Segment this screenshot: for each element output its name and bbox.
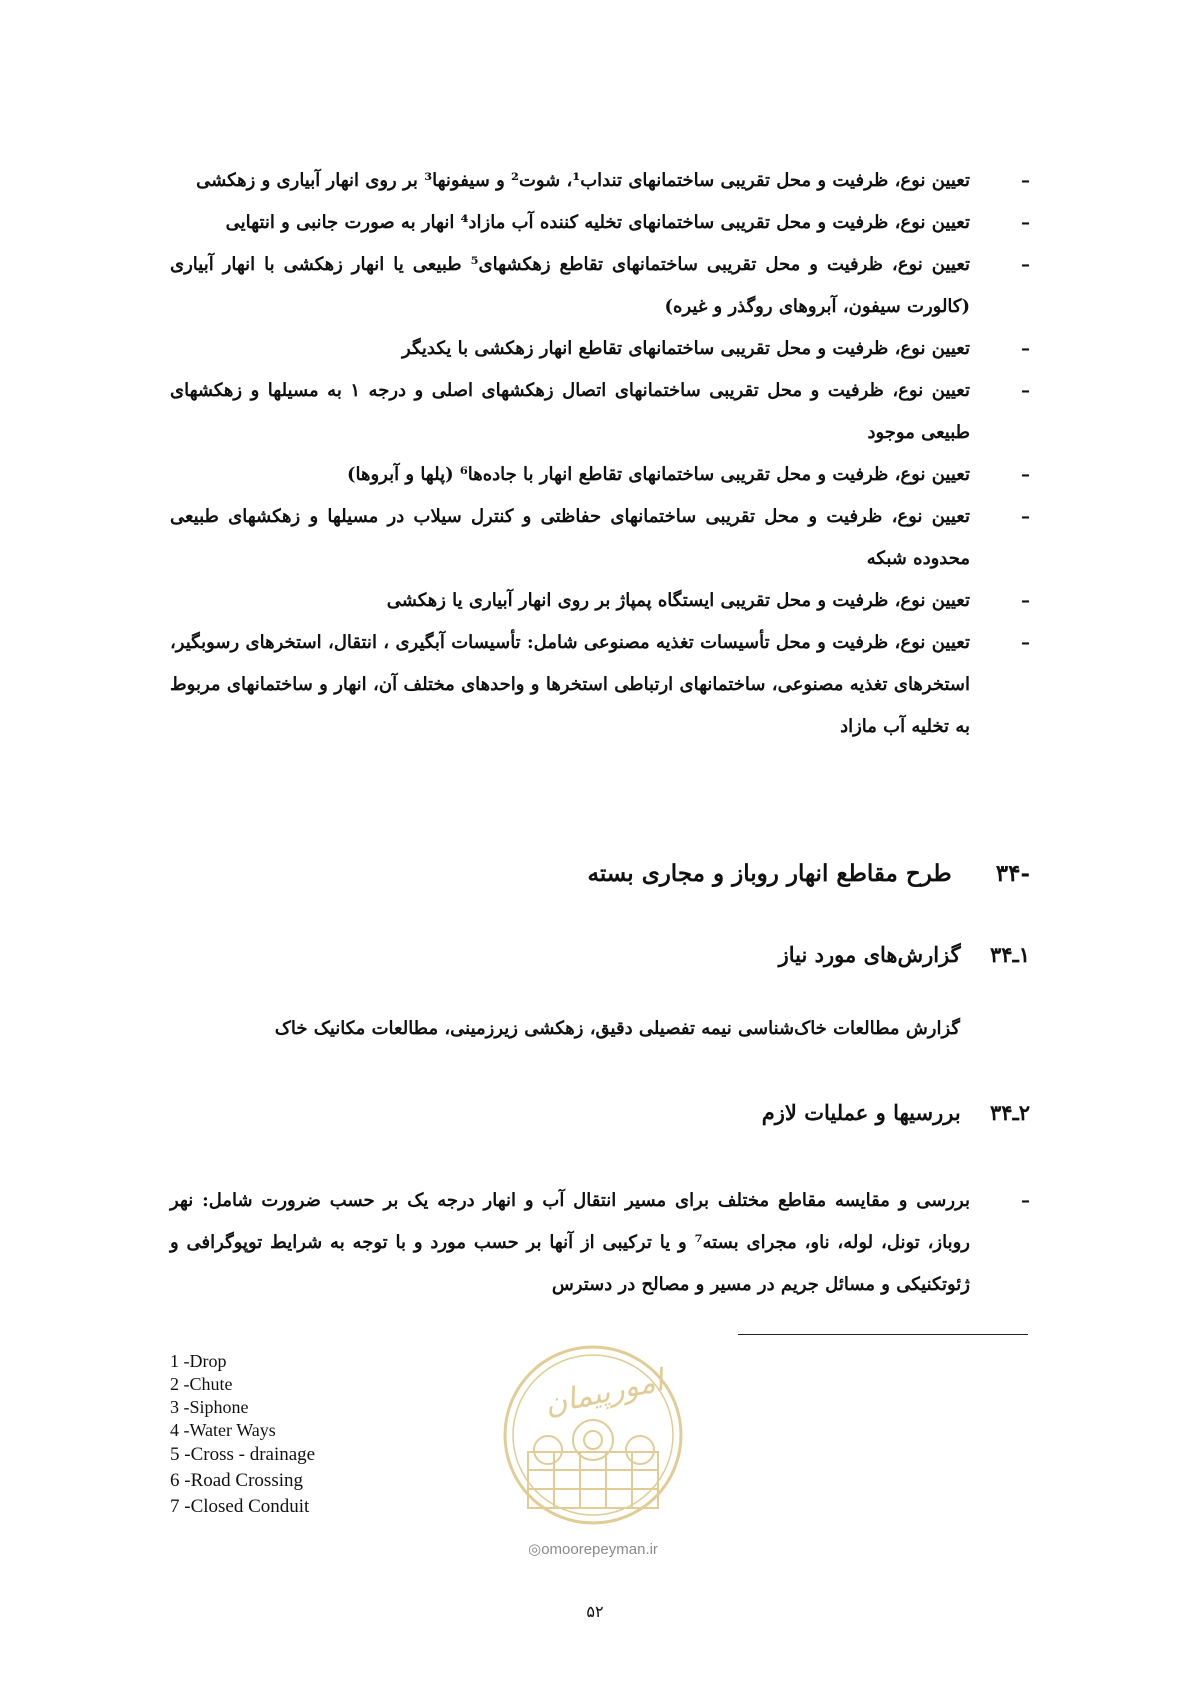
section-heading bbox=[588, 860, 1031, 887]
subsection-title: گزارش‌های مورد نیاز bbox=[778, 942, 961, 967]
footnote: 2 -Chute bbox=[170, 1374, 233, 1394]
bullet-dash: – bbox=[1021, 632, 1030, 653]
bullet-text: تعیین نوع، ظرفیت و محل تقریبی ساختمانهای اتصال زهکشهای اصلی و درجه ۱ به مسیلها و زهکشهای طبیعی موجود bbox=[170, 380, 970, 443]
bullet-text: تعیین نوع، ظرفیت و محل تقریبی ساختمانهای تنداب¹، شوت² و سیفونها³ بر روی انهار آبیاری و زهکشی bbox=[196, 170, 970, 191]
bullet-dash: – bbox=[1021, 212, 1030, 233]
footnote: 1 -Drop bbox=[170, 1351, 227, 1371]
footnote: 6 -Road Crossing bbox=[170, 1470, 303, 1491]
bullet-text: تعیین نوع، ظرفیت و محل تأسیسات تغذیه مصنوعی شامل: تأسیسات آبگیری ، انتقال، استخرهای رسوبگیر، استخرهای تغذیه مصنوعی، ساختمانهای ارتباطی استخرها و واحدهای مختلف آن، انهار و ساختمانهای مربوط به تخلیه آب مازاد bbox=[170, 632, 970, 737]
bullet-dash: – bbox=[1021, 506, 1030, 527]
subsection-number: ۲ـ۳۴ bbox=[990, 1100, 1030, 1125]
bullet-item bbox=[170, 580, 1030, 622]
subsection-heading-2 bbox=[762, 1100, 1030, 1125]
footnote: 5 -Cross - drainage bbox=[170, 1444, 316, 1465]
footnote: 3 -Siphone bbox=[170, 1397, 249, 1417]
watermark-url: ◎omoorepeyman.ir bbox=[528, 1541, 658, 1558]
bullet-dash: – bbox=[1021, 1190, 1030, 1211]
bullet-text: تعیین نوع، ظرفیت و محل تقریبی ساختمانهای حفاظتی و کنترل سیلاب در مسیلها و زهکشهای طبیعی محدوده شبکه bbox=[170, 506, 970, 569]
at-icon: ◎ bbox=[528, 1541, 542, 1558]
subsection-number: ۱ـ۳۴ bbox=[990, 942, 1030, 967]
bullet-item bbox=[170, 496, 1030, 580]
bullet-list-top bbox=[170, 160, 1030, 748]
bullet-item bbox=[170, 454, 1030, 496]
bullet-text: تعیین نوع، ظرفیت و محل تقریبی ساختمانهای تقاطع زهکشهای⁵ طبیعی یا انهار زهکشی با انهار آبیاری (کالورت سیفون، آبروهای روگذر و غیره) bbox=[170, 254, 971, 317]
bullet-text: بررسی و مقایسه مقاطع مختلف برای مسیر انتقال آب و انهار درجه یک بر حسب ضرورت شامل: نهر روباز، تونل، لوله، ناو، مجرای بسته⁷ و یا ترکیبی از آنها بر حسب مورد و با توجه به شرایط توپوگرافی و ژئوتکنیکی و مسائل جریم در مسیر و مصالح در دسترس bbox=[170, 1190, 970, 1295]
bullet-item bbox=[170, 244, 1030, 328]
bullet-dash: – bbox=[1021, 170, 1030, 191]
section-number: -۳۴ bbox=[995, 860, 1030, 887]
bullet-dash: – bbox=[1021, 464, 1030, 485]
bullet-item bbox=[170, 370, 1030, 454]
bullet-item bbox=[170, 622, 1030, 748]
bullet-dash: – bbox=[1021, 254, 1030, 275]
bullet-text: تعیین نوع، ظرفیت و محل تقریبی ساختمانهای تقاطع انهار با جاده‌ها⁶ (پلها و آبروها) bbox=[346, 464, 970, 485]
required-reports-text: گزارش مطالعات خاک‌شناسی نیمه تفصیلی دقیق، زهکشی زیرزمینی، مطالعات مکانیک خاک bbox=[274, 1018, 960, 1039]
bullet-item bbox=[170, 328, 1030, 370]
bullet-dash: – bbox=[1021, 380, 1030, 401]
subsection-title: بررسیها و عملیات لازم bbox=[761, 1100, 961, 1125]
watermark bbox=[488, 1340, 698, 1558]
section-title: طرح مقاطع انهار روباز و مجاری بسته bbox=[587, 860, 952, 887]
bullet-dash: – bbox=[1021, 590, 1030, 611]
footnote-divider bbox=[738, 1334, 1028, 1335]
bullet-dash: – bbox=[1021, 338, 1030, 359]
footnote: 4 -Water Ways bbox=[170, 1420, 276, 1440]
footnote: 7 -Closed Conduit bbox=[170, 1496, 310, 1517]
watermark-logo-text: امورپیمان bbox=[541, 1363, 667, 1423]
bullet-list-bottom bbox=[170, 1180, 1030, 1306]
bullet-item bbox=[170, 1180, 1030, 1306]
subsection-heading-1 bbox=[779, 942, 1030, 967]
footnotes bbox=[170, 1350, 315, 1520]
page-number: ۵۲ bbox=[586, 1602, 604, 1621]
watermark-logo-icon bbox=[488, 1340, 698, 1530]
bullet-text: تعیین نوع، ظرفیت و محل تقریبی ساختمانهای تقاطع انهار زهکشی با یکدیگر bbox=[402, 338, 970, 359]
bullet-item bbox=[170, 202, 1030, 244]
bullet-text: تعیین نوع، ظرفیت و محل تقریبی ساختمانهای تخلیه کننده آب مازاد⁴ انهار به صورت جانبی و انتهایی bbox=[225, 212, 970, 233]
bullet-item bbox=[170, 160, 1030, 202]
bullet-text: تعیین نوع، ظرفیت و محل تقریبی ایستگاه پمپاژ بر روی انهار آبیاری یا زهکشی bbox=[386, 590, 970, 611]
